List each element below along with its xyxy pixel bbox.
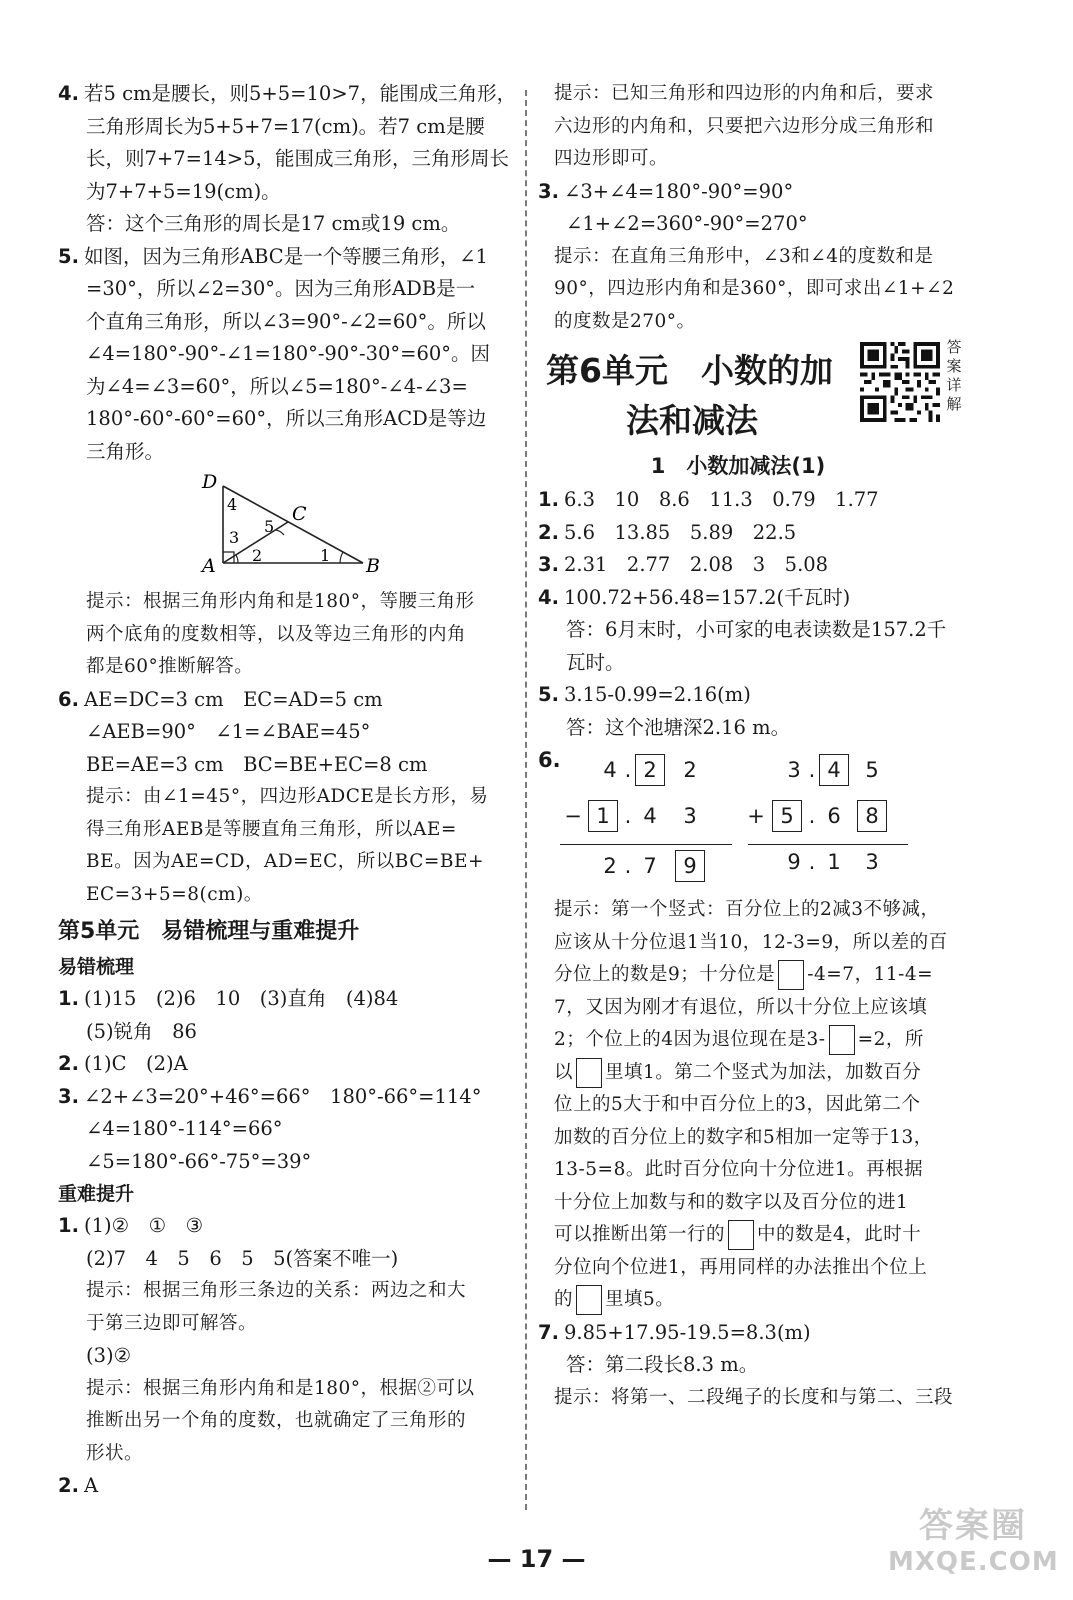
answer-box: 4 — [819, 754, 849, 786]
angle-2: 2 — [252, 546, 263, 565]
question-6: 6. AE=DC=3 cm EC=AD=5 cm ∠AEB=90° ∠1=∠BAE=45° BE=AE=3 cm BC=BE+EC=8 cm 提示：由∠1=45°，四边形ADCE是长方形，易 得三角形AEB是等腰直角三角形，所以AE= BE。因为AE=CD，AD=EC，所以BC=BE+ EC=3+5=8(cm)。 — [58, 684, 518, 912]
question-5: 5. 如图，因为三角形ABC是一个等腰三角形，∠1 =30°，所以∠2=30°。因为三角形ADB是一 个直角三角形，所以∠3=90°-∠2=60°。所以 ∠4=180°-90°-∠1=180°-90°-30°=60°。因 为∠4=∠3=60°，所以∠5=180°-∠4-∠3= 180°-60°-60°=60°，所以三角形ACD是等边 三角形。 — [58, 241, 518, 469]
question-6-hint: 提示：第一个竖式：百分位上的2减3不够减， 应该从十分位退1当10，12-3=9，所以差的百 分位上的数是9；十分位是 -4=7，11-4= 7，又因为刚才有退位，所以十分位上应该填 2；个位上的4因为退位现在是3- =2，所 以 里填1。第二个竖式为加法，加数百分 位上的5大于和中百分位上的3，因此第二个 加数的百分位上的数字和5相加一定等于13， 13-5=8。此时百分位向十分位进1。再根据 十分位上加数与和的数字以及百分位的进1 可以推断出第一行的 中的数是4，此时十 分位向个位进1，再用同样的办法推出个位上 的 里填5。 — [538, 894, 978, 1317]
minus-sign: − — [564, 804, 582, 828]
section-yicuo: 易错梳理 — [58, 956, 135, 978]
vertex-A: A — [202, 555, 216, 577]
vertical-calculations: 6. 4 . 2 2 − 1 . 4 3 2 . 7 9 3 . 4 5 + 5 . 6 8 9 . 1 3 — [538, 744, 978, 894]
answer-box: 1 — [588, 800, 618, 832]
section-zhongnan: 重难提升 — [58, 1183, 135, 1205]
page-number: — 17 — — [487, 1545, 586, 1573]
column-divider — [525, 90, 527, 1510]
answer-box: 9 — [675, 850, 705, 882]
unit-6-title-line2: 法和减法 — [626, 401, 758, 440]
unit-6-header — [538, 338, 978, 448]
question-4: 4. 若5 cm是腰长，则5+5=10>7，能围成三角形， 三角形周长为5+5+7=17(cm)。若7 cm是腰 长，则7+7=14>5，能围成三角形，三角形周长 为7+7+5=19(cm)。 答：这个三角形的周长是17 cm或19 cm。 — [58, 78, 518, 241]
blank-box — [576, 1058, 602, 1088]
question-5-hint: 提示：根据三角形内角和是180°，等腰三角形 两个底角的度数相等，以及等边三角形的内角 都是60°推断解答。 — [86, 591, 475, 677]
unit-5-title: 第5单元 易错梳理与重难提升 — [58, 919, 360, 944]
left-column: 4. 若5 cm是腰长，则5+5=10>7，能围成三角形， 三角形周长为5+5+7=17(cm)。若7 cm是腰 长，则7+7=14>5，能围成三角形，三角形周长 为7+7+5=19(cm)。 答：这个三角形的周长是17 cm或19 cm。 5. 如图，因为三角形ABC是一个等腰三角形，∠1 =30°，所以∠2=30°。因为三角形ADB是一 个直角三角形，所以∠3=90°-∠2=60°。所以 ∠4=180°-90°-∠1=180°-90°-30°=60°。因 为∠4=∠3=60°，所以∠5=180°-∠4-∠3= 180°-60°-60°=60°，所以三角形ACD是等边 三角形。 D A B C 4 3 5 2 1 提示：根据三角形内角和是180°，等腰三角形 两个底角的度数相等，以及等边三角形的内角 都是60°推断解答。 6. AE=DC=3 cm EC=AD=5 cm ∠AEB=90° ∠1=∠BAE=45° BE=AE=3 cm BC=BE+EC=8 cm 提示：由∠1=45°，四边形ADCE是长方形，易 得三角形AEB是等腰直角三角形，所以AE= BE。因为AE=CD，AD=EC，所以BC=BE+ EC=3+5=8(cm)。 第5单元 易错梳理与重难提升 易错梳理 1. (1)15 (2)6 10 (3)直角 (4)84 (5)锐角 86 2. (1)C (2)A 3. ∠2+∠3=20°+46°=66° 180°-66°=114° ∠4=180°-114°=66° ∠5=180°-66°-75°=39° 重难提升 1. (1)② ① ③ (2)7 4 5 6 5 5(答案不唯一) 提示：根据三角形三条边的关系：两边之和大 于第三边即可解答。 (3)② 提示：根据三角形内角和是180°，根据②可以 推断出另一个角的度数，也就确定了三角形的 形状。 2. A — [58, 78, 518, 1503]
question-number: 5. — [58, 244, 79, 268]
answer-box: 8 — [857, 800, 887, 832]
question-number: 4. — [58, 82, 79, 105]
angle-5: 5 — [264, 517, 275, 536]
triangle-figure — [58, 468, 518, 586]
answer-box: 2 — [635, 754, 665, 786]
right-column: 提示：已知三角形和四边形的内角和后，要求 六边形的内角和，只要把六边形分成三角形和 四边形即可。 3. ∠3+∠4=180°-90°=90° ∠1+∠2=360°-90°=270° 提示：在直角三角形中，∠3和∠4的度数和是 90°，四边形内角和是360°，即可求出∠1+∠2 的度数是270°。 第6单元 小数的加 法和减法 答案详解 1 小数加减法(1) 1. 6.3 10 8.6 11.3 0.79 1.77 2. 5.6 13.85 5.89 22.5 3. 2.31 2.77 2.08 3 5.08 4. 100.72+56.48=157.2(千瓦时) 答：6月末时，小可家的电表读数是157.2千 瓦时。 5. 3.15-0.99=2.16(m) 答：这个池塘深2.16 m。 6. 4 . 2 2 − 1 . 4 3 2 . 7 9 3 . 4 5 + 5 . 6 8 9 . 1 3 提示：第一个竖式：百分位上的2减3不够减， 应该从十分位退1当10，12-3=9，所以差的百 分位上的数是9；十分位是 -4=7，11-4= 7，又因为刚才有退位，所以十分位上应该填 2；个位上的4因为退位现在是3- =2，所 以 里填1。第二个竖式为加法，加数百分 位上的5大于和中百分位上的3，因此第二个 加数的百分位上的数字和5相加一定等于13， 13-5=8。此时百分位向十分位进1。再根据 十分位上加数与和的数字以及百分位的进1 可以推断出第一行的 中的数是4，此时十 分位向个位进1，再用同样的办法推出个位上 的 里填5。 7. 9.85+17.95-19.5=8.3(m) 答：第二段长8.3 m。 提示：将第一、二段绳子的长度和与第二、三段 — [538, 78, 978, 1414]
vertex-B: B — [366, 555, 380, 577]
blank-box — [728, 1220, 754, 1250]
angle-4: 4 — [227, 495, 238, 514]
answer-box: 5 — [772, 800, 802, 832]
vertex-C: C — [292, 503, 307, 525]
watermark: 答案圈 MXQE.COM — [888, 1506, 1059, 1577]
blank-box — [778, 960, 804, 990]
question-number: 6. — [58, 687, 79, 711]
blank-box — [576, 1285, 602, 1315]
plus-sign: + — [747, 804, 765, 828]
vertex-D: D — [202, 471, 218, 493]
unit-6-title-line1: 第6单元 小数的加 — [546, 351, 833, 390]
angle-1: 1 — [320, 546, 331, 565]
blank-box — [829, 1025, 855, 1055]
qr-code-icon[interactable] — [860, 342, 940, 422]
qr-code-label: 答案详解 — [946, 338, 962, 413]
lesson-title: 1 小数加减法(1) — [650, 454, 826, 478]
angle-3: 3 — [229, 528, 240, 547]
